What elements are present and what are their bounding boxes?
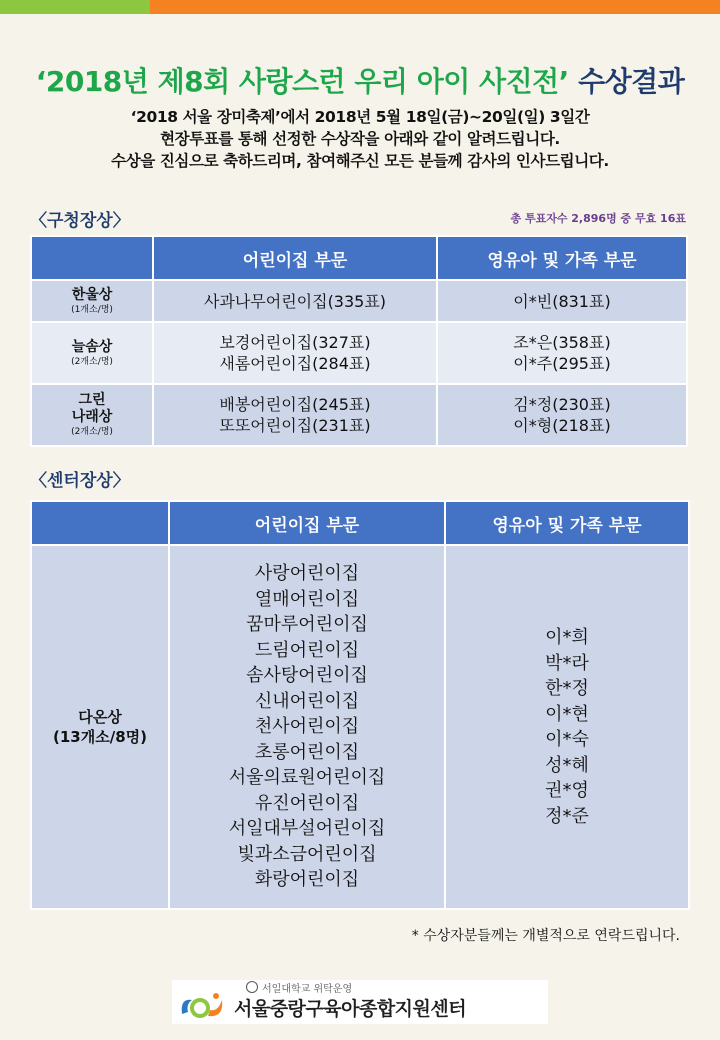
- contact-note: * 수상자분들께는 개별적으로 연락드립니다.: [411, 928, 680, 944]
- award-name-line: 그린: [78, 392, 106, 408]
- family-winner: 조*은(358표): [513, 333, 611, 352]
- award-cell: [31, 280, 153, 322]
- header-family: 영유아 및 가족 부문: [437, 236, 687, 280]
- daycare-winner: 유진어린이집: [254, 792, 360, 814]
- family-cell: [445, 545, 689, 909]
- top-accent-bar: [0, 0, 720, 14]
- family-cell: [437, 280, 687, 322]
- family-winner: 권*영: [545, 780, 589, 801]
- family-cell: [437, 384, 687, 446]
- center-award-table: [30, 500, 690, 910]
- intro-line: ‘2018 서울 장미축제’에서 2018년 5월 18일(금)~20일(일) 3일간: [130, 108, 590, 126]
- daycare-winner: 천사어린이집: [254, 716, 360, 738]
- daycare-winner: 신내어린이집: [254, 690, 360, 712]
- center-logo-mark-icon: [178, 988, 228, 1022]
- award-cell: [31, 322, 153, 384]
- daycare-winner: 또또어린이집(231표): [219, 416, 371, 435]
- family-winner: 이*현: [545, 703, 589, 725]
- daycare-winner: 배봉어린이집(245표): [219, 395, 371, 414]
- award-name: 한울상: [71, 286, 113, 303]
- daycare-cell: [153, 384, 437, 446]
- intro-line: 수상을 진심으로 축하드리며, 참여해주신 모든 분들께 감사의 인사드립니다.: [111, 152, 609, 170]
- award-name: 늘솜상: [71, 338, 113, 355]
- table-header-row: [31, 236, 687, 280]
- family-winner: 이*주(295표): [513, 354, 611, 373]
- award-cell: [31, 545, 169, 909]
- family-winner: 박*라: [545, 652, 589, 674]
- family-winner: 성*혜: [545, 754, 589, 776]
- family-winner: 정*준: [545, 805, 589, 827]
- top-bar-orange: [150, 0, 720, 14]
- daycare-winner: 서일대부설어린이집: [228, 818, 386, 840]
- mayor-award-table: [30, 235, 688, 447]
- award-name-line: 나래상: [71, 409, 113, 425]
- family-winner: 이*형(218표): [513, 416, 611, 435]
- page-title: [0, 60, 720, 100]
- family-winner: 이*빈(831표): [513, 291, 611, 311]
- daycare-winner: 빛과소금어린이집: [237, 843, 377, 865]
- title-main: ‘2018년 제8회 사랑스런 우리 아이 사진전’: [35, 65, 569, 98]
- intro-line: 현장투표를 통해 선정한 수상작을 아래와 같이 알려드립니다.: [160, 130, 560, 148]
- table-header-row: [31, 501, 689, 545]
- table-row: [31, 280, 687, 322]
- award-name: 다온상: [78, 708, 122, 726]
- award-unit: (2개소/명): [71, 356, 113, 367]
- award-unit: (1개소/명): [71, 304, 113, 315]
- header-award: [31, 501, 169, 545]
- daycare-winner: 드림어린이집: [254, 639, 360, 661]
- header-award: [31, 236, 153, 280]
- daycare-winner: 솜사탕어린이집: [246, 665, 368, 687]
- family-winner: 이*숙: [545, 729, 589, 750]
- header-daycare: 어린이집 부문: [169, 501, 445, 545]
- daycare-winner: 화랑어린이집: [254, 869, 360, 891]
- top-bar-green: [0, 0, 150, 14]
- vote-summary: 총 투표자수 2,896명 중 무효 16표: [510, 212, 686, 225]
- daycare-winner: 보경어린이집(327표): [219, 333, 371, 352]
- daycare-winner: 사과나무어린이집(335표): [203, 291, 387, 311]
- section-label-mayor: 〈구청장상〉: [30, 211, 130, 231]
- family-winner: 김*정(230표): [513, 395, 611, 414]
- family-winner: 이*희: [545, 627, 589, 648]
- logo-subtitle: 서일대학교 위탁운영: [262, 984, 353, 995]
- table-row: [31, 322, 687, 384]
- center-logo: [172, 980, 548, 1024]
- header-daycare: 어린이집 부문: [153, 236, 437, 280]
- title-result: 수상결과: [578, 65, 685, 98]
- daycare-winner: 초롱어린이집: [254, 741, 360, 763]
- university-emblem-icon: [246, 981, 258, 993]
- header-family: 영유아 및 가족 부문: [445, 501, 689, 545]
- daycare-winner: 사랑어린이집: [254, 563, 360, 585]
- table-row: [31, 545, 689, 909]
- section-label-center: 〈센터장상〉: [30, 471, 130, 491]
- family-cell: [437, 322, 687, 384]
- table-row: [31, 384, 687, 446]
- daycare-winner: 열매어린이집: [254, 588, 360, 610]
- daycare-cell: [153, 322, 437, 384]
- award-unit: (13개소/8명): [53, 728, 147, 746]
- daycare-cell: [153, 280, 437, 322]
- award-unit: (2개소/명): [71, 427, 113, 437]
- daycare-winner: 서울의료원어린이집: [228, 767, 386, 789]
- award-cell: [31, 384, 153, 446]
- family-winner: 한*정: [545, 678, 589, 699]
- daycare-winner: 꿈마루어린이집: [246, 614, 368, 636]
- intro-text: [0, 106, 720, 172]
- daycare-cell: [169, 545, 445, 909]
- daycare-winner: 새롬어린이집(284표): [219, 354, 371, 373]
- logo-title: 서울중랑구육아종합지원센터: [234, 998, 467, 1020]
